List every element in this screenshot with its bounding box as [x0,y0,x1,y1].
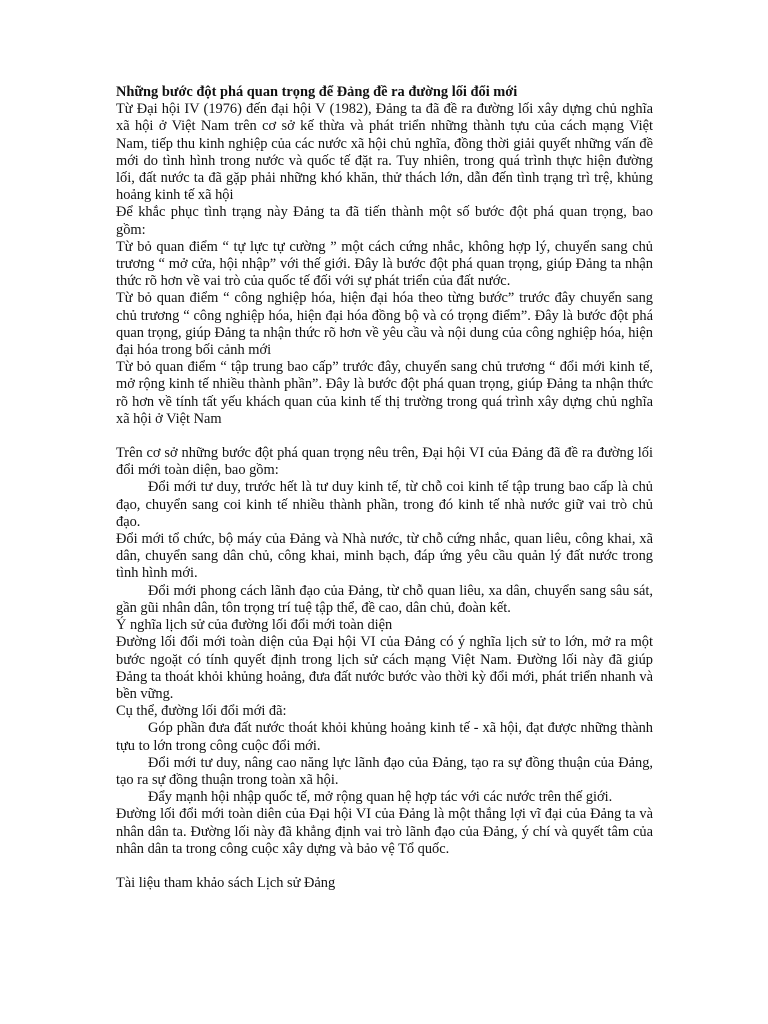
paragraph-breakthrough-intro: Để khắc phục tình trạng này Đảng ta đã tiến thành một số bước đột phá quan trọng, bao gồm: [116,204,653,238]
paragraph-background: Từ Đại hội IV (1976) đến đại hội V (1982), Đảng ta đã đề ra đường lối xây dựng chủ nghĩa xã hội ở Việt Nam trên cơ sở kế thừa và phát triển những thành tựu của cách mạng Việt Nam, tiếp thu kinh nghiệp của các nước xã hội chủ nghĩa, đồng thời giải quyết những vấn đề mới do tình hình trong nước và quốc tế đặt ra. Tuy nhiên, trong quá trình thực hiện đường lối, đất nước ta đã gặp phải những khó khăn, thử thách lớn, dẫn đến tình trạng trì trệ, khủng hoảng kinh tế xã hội [116,101,653,204]
paragraph-conclusion: Đường lối đổi mới toàn diên của Đại hội VI của Đảng là một thắng lợi vĩ đại của Đảng ta và nhân dân ta. Đường lối này đã khẳng định vai trò lãnh đạo của Đảng, ý chí và quyết tâm của nhân dân ta trong công cuộc xây dựng và bảo vệ Tổ quốc. [116,806,653,857]
paragraph-breakthrough-economy: Từ bỏ quan điểm “ tập trung bao cấp” trước đây, chuyển sang chủ trương “ đổi mới kinh tế, mở rộng kinh tế nhiều thành phần”. Đây là bước đột phá quan trọng, giúp Đảng ta nhận thức rõ hơn về tính tất yếu khách quan của kinh tế thị trường trong quá trình xây dựng chủ nghĩa xã hội ở Việt Nam [116,359,653,427]
document-page [116,84,653,892]
list-item-renewal-leadership: Đổi mới phong cách lãnh đạo của Đảng, từ chỗ quan liêu, xa dân, chuyển sang sâu sát, gần gũi nhân dân, tôn trọng trí tuệ tập thể, đề cao, dân chủ, đoàn kết. [116,582,653,616]
paragraph-breakthrough-industrialization: Từ bỏ quan điểm “ công nghiệp hóa, hiện đại hóa theo từng bước” trước đây chuyển sang chủ trương “ công nghiệp hóa, hiện đại hóa đồng bộ và có trọng điểm”. Đây là bước đột phá quan trọng, giúp Đảng ta nhận thức rõ hơn về yêu cầu và nội dung của công nghiệp hóa, hiện đại hóa trong bối cảnh mới [116,290,653,359]
section-heading-meaning: Ý nghĩa lịch sử của đường lối đổi mới toàn diện [116,617,393,634]
paragraph-breakthrough-opening: Từ bỏ quan điểm “ tự lực tự cường ” một cách cứng nhắc, không hợp lý, chuyển sang chủ trương “ mở cửa, hội nhập” với thế giới. Đây là bước đột phá quan trọng, giúp Đảng ta nhận thức rõ hơn về vai trò của quốc tế đối với sự phát triển của đất nước. [116,238,653,290]
list-item-renewal-organization: Đổi mới tổ chức, bộ máy của Đảng và Nhà nước, từ chỗ cứng nhắc, quan liêu, công khai, xã dân, chuyển sang dân chủ, công khai, minh bạch, đáp ứng yêu cầu quản lý đất nước trong tình hình mới. [116,531,653,582]
document-title: Những bước đột phá quan trọng để Đảng đề ra đường lối đổi mới [116,84,518,100]
paragraph-specifics-intro: Cụ thể, đường lối đổi mới đã: [116,703,287,720]
paragraph-spacer [116,858,653,875]
reference-note: Tài liệu tham khảo sách Lịch sử Đảng [116,874,336,891]
paragraph-meaning: Đường lối đổi mới toàn diện của Đại hội VI của Đảng có ý nghĩa lịch sử to lớn, mở ra một bước ngoặt có tính quyết định trong lịch sử cách mạng Việt Nam. Đường lối này đã giúp Đảng ta thoát khỏi khủng hoảng, đưa đất nước bước vào thời kỳ đổi mới, phát triển nhanh và bền vững. [116,634,653,702]
list-item-specific-thinking: Đổi mới tư duy, nâng cao năng lực lãnh đạo của Đảng, tạo ra sự đồng thuận của Đảng, tạo ra sự đồng thuận trong toàn xã hội. [116,754,653,788]
list-item-specific-crisis: Góp phần đưa đất nước thoát khỏi khủng hoảng kinh tế - xã hội, đạt được những thành tựu to lớn trong công cuộc đổi mới. [116,720,653,754]
paragraph-spacer [116,428,653,445]
paragraph-renewal-intro: Trên cơ sở những bước đột phá quan trọng nêu trên, Đại hội VI của Đảng đã đề ra đường lối đổi mới toàn diện, bao gồm: [116,445,653,479]
list-item-specific-integration: Đẩy mạnh hội nhập quốc tế, mở rộng quan hệ hợp tác với các nước trên thế giới. [148,789,613,806]
list-item-renewal-thinking: Đổi mới tư duy, trước hết là tư duy kinh tế, từ chỗ coi kinh tế tập trung bao cấp là chủ đạo, chuyển sang coi kinh tế nhiều thành phần, trong đó kinh tế nhà nước giữ vai trò chủ đạo. [116,479,653,530]
